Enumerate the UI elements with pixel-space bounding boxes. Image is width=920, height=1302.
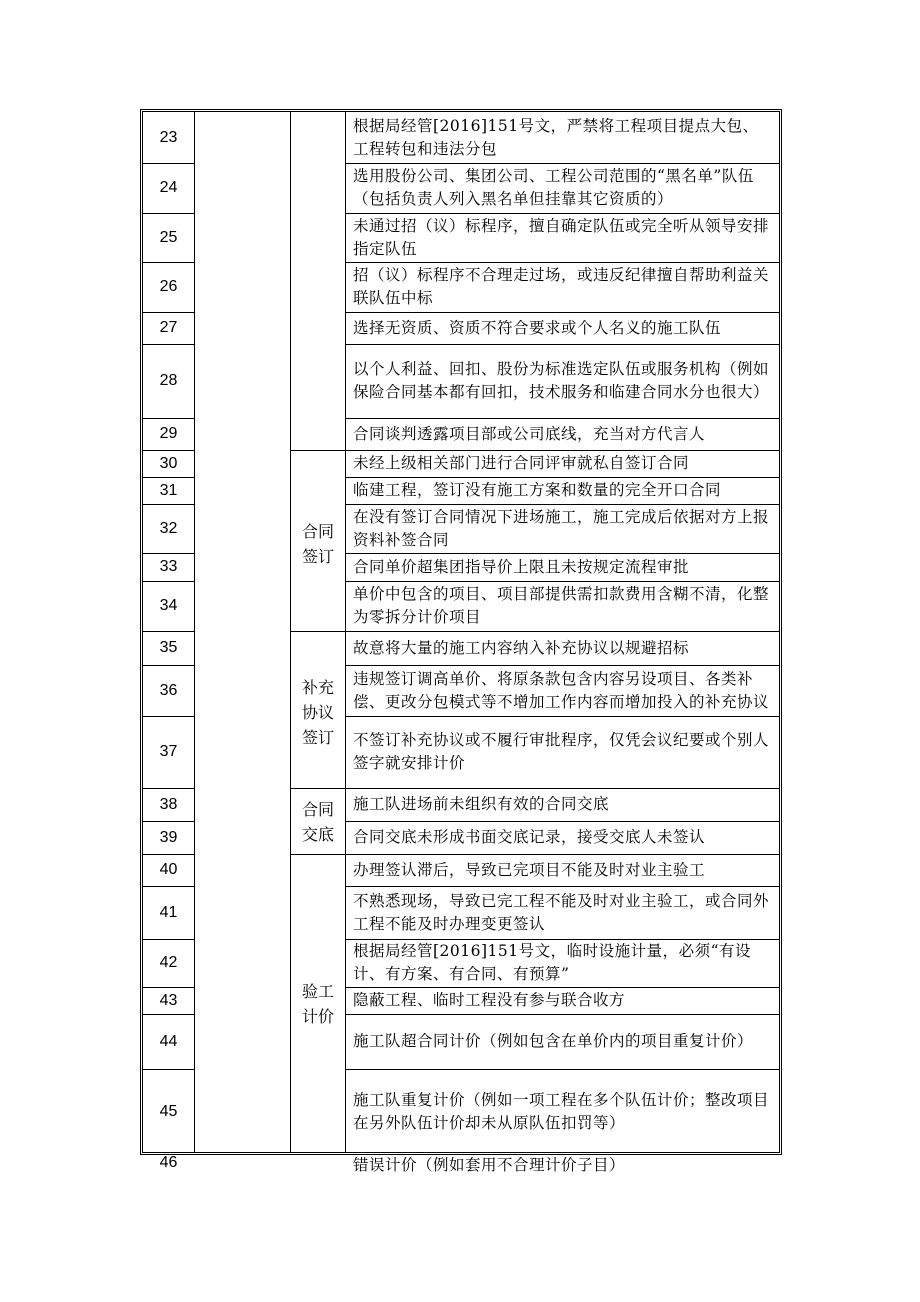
row-description: 单价中包含的项目、项目部提供需扣款费用含糊不清，化整为零拆分计价项目	[353, 585, 770, 626]
row-description: 合同谈判透露项目部或公司底线，充当对方代言人	[353, 424, 706, 443]
row-description: 合同交底未形成书面交底记录，接受交底人未签认	[353, 828, 706, 846]
row-description: 违规签订调高单价、将原条款包含内容另设项目、各类补偿、更改分包模式等不增加工作内容而增加投入的补充协议	[353, 669, 770, 711]
row-number: 28	[159, 372, 178, 389]
row-description: 合同单价超集团指导价上限且未按规定流程审批	[353, 557, 690, 576]
row-description: 以个人利益、回扣、股份为标准选定队伍或服务机构（例如保险合同基本都有回扣，技术服务和临建合同水分也很大）	[353, 360, 770, 401]
group-label: 补充协议签订	[301, 678, 334, 747]
row-number: 41	[159, 903, 178, 921]
row-number: 36	[159, 681, 178, 699]
row-description: 根据局经管[2016]151号文，临时设施计量，必须“有设计、有方案、有合同、有预算”	[353, 942, 752, 983]
row-description: 招（议）标程序不合理走过场，或违反纪律擅自帮助利益关联队伍中标	[353, 266, 770, 307]
row-number: 25	[159, 228, 178, 246]
row-number: 38	[159, 795, 178, 813]
row-description: 隐蔽工程、临时工程没有参与联合收方	[353, 991, 626, 1009]
row-number: 26	[159, 278, 178, 295]
row-description: 选择无资质、资质不符合要求或个人名义的施工队伍	[353, 318, 722, 337]
row-description: 根据局经管[2016]151号文，严禁将工程项目提点大包、工程转包和违法分包	[353, 116, 759, 158]
row-number: 39	[159, 828, 178, 846]
row-number: 33	[159, 558, 178, 575]
row-description: 未经上级相关部门进行合同评审就私自签订合同	[353, 454, 690, 472]
row-number: 30	[159, 454, 178, 472]
row-description: 办理签认滞后，导致已完项目不能及时对业主验工	[353, 860, 706, 879]
group-cell-inspection-pricing	[291, 854, 345, 1154]
row-number: 42	[159, 954, 178, 971]
group-label: 合同签订	[301, 522, 334, 566]
row-description: 临建工程，签订没有施工方案和数量的完全开口合同	[353, 481, 722, 499]
row-description: 选用股份公司、集团公司、工程公司范围的“黑名单”队伍（包括负责人列入黑名单但挂靠其它资质的）	[353, 167, 754, 208]
row-description: 施工队进场前未组织有效的合同交底	[353, 795, 610, 813]
row-description: 故意将大量的施工内容纳入补充协议以规避招标	[353, 638, 690, 657]
row-number: 24	[159, 179, 178, 196]
risk-table	[140, 109, 782, 1174]
row-number: 31	[159, 481, 178, 499]
row-number: 27	[159, 319, 178, 336]
row-number: 45	[159, 1102, 178, 1120]
row-number: 32	[159, 519, 178, 537]
row-number: 37	[159, 743, 178, 760]
group-cell-supplement-agreement	[291, 635, 345, 790]
group-label: 验工计价	[301, 982, 334, 1026]
row-number: 43	[159, 991, 178, 1009]
group-cell-contract-signing	[291, 453, 345, 635]
row-description: 在没有签订合同情况下进场施工，施工完成后依据对方上报资料补签合同	[353, 507, 770, 549]
group-cell-contract-briefing	[291, 790, 345, 854]
row-number: 29	[159, 425, 178, 442]
row-number: 44	[159, 1032, 178, 1050]
row-number: 23	[159, 128, 178, 146]
row-number: 40	[159, 861, 178, 878]
row-description: 施工队超合同计价（例如包含在单价内的项目重复计价）	[353, 1032, 754, 1050]
group-divider	[290, 450, 345, 451]
row-number: 35	[159, 639, 178, 656]
row-number: 46	[159, 1154, 178, 1171]
column-divider	[345, 112, 346, 1152]
row-description: 错误计价（例如套用不合理计价子目）	[353, 1156, 626, 1174]
row-description: 施工队重复计价（例如一项工程在多个队伍计价；整改项目在另外队伍计价却未从原队伍扣罚等）	[353, 1090, 770, 1132]
column-divider	[194, 112, 195, 1152]
row-description: 不熟悉现场，导致已完工程不能及时对业主验工，或合同外工程不能及时办理变更签认	[353, 891, 770, 933]
group-label: 合同交底	[301, 800, 334, 844]
row-description: 未通过招（议）标程序，擅自确定队伍或完全听从领导安排指定队伍	[353, 216, 770, 258]
row-description: 不签订补充协议或不履行审批程序，仅凭会议纪要或个别人签字就安排计价	[353, 731, 770, 772]
row-number: 34	[159, 597, 178, 614]
